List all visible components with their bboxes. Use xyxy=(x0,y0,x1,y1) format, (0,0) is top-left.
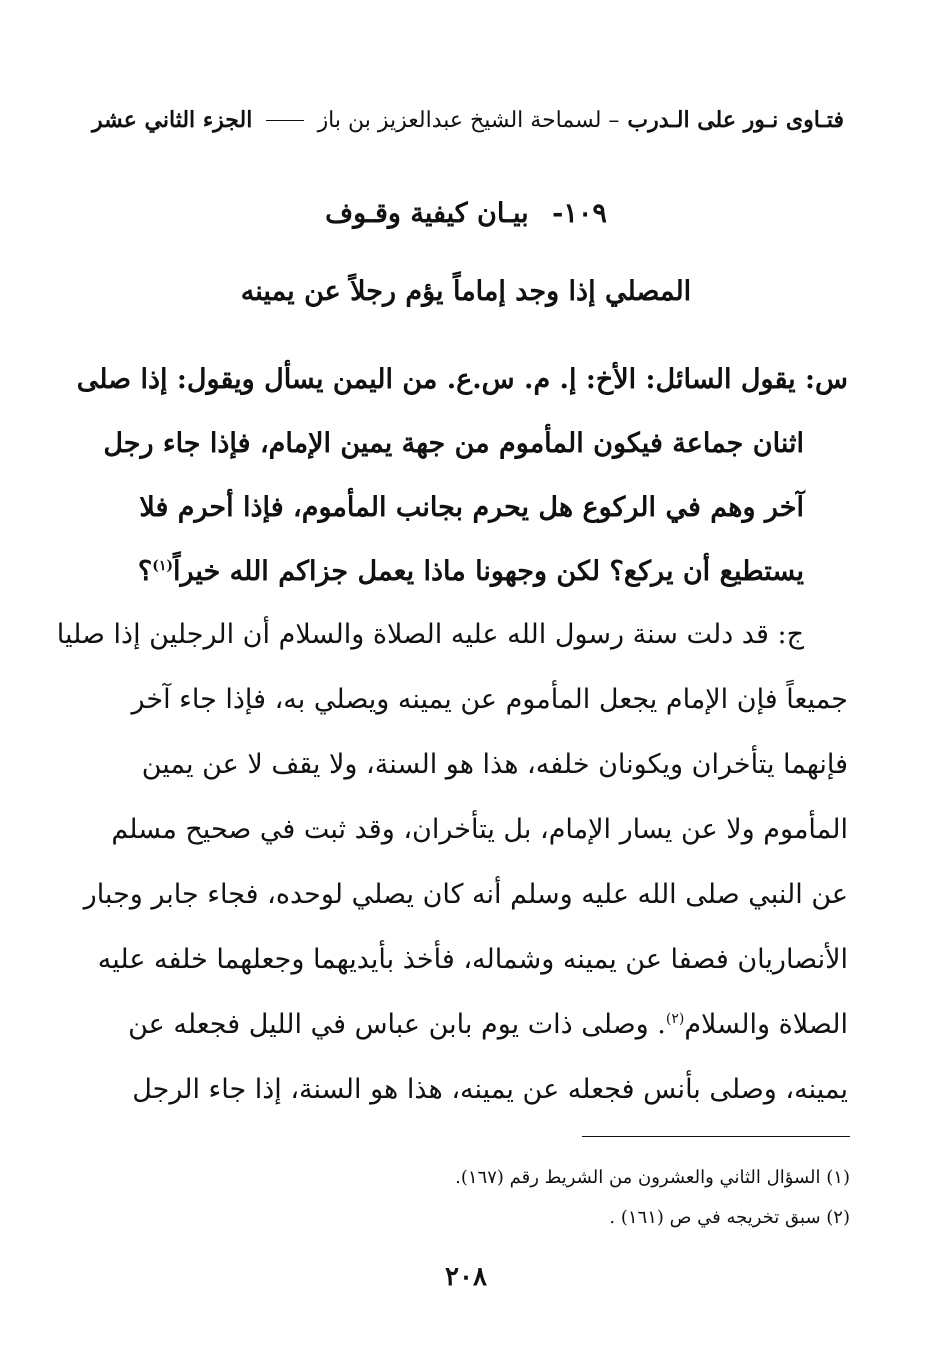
footnote-2: (٢) سبق تخريجه في ص (١٦١) . xyxy=(609,1207,850,1228)
book-title: فتـاوى نـور على الـدرب xyxy=(627,107,844,133)
question-line: اثنان جماعة فيكون المأموم من جهة يمين الإمام، فإذا جاء رجل xyxy=(103,428,804,459)
part-label: الجزء الثاني عشر xyxy=(92,107,253,133)
answer-line: الأنصاريان فصفا عن يمينه وشماله، فأخذ بأيديهما وجعلهما خلفه عليه xyxy=(97,944,848,975)
author-name: – لسماحة الشيخ عبدالعزيز بن باز xyxy=(317,107,620,133)
answer-paragraph xyxy=(56,602,848,1122)
question-line: آخر وهم في الركوع هل يحرم بجانب المأموم، فإذا أحرم فلا xyxy=(139,492,804,523)
question-mark: ؟ xyxy=(137,556,153,587)
running-header xyxy=(92,100,844,140)
section-title-line2: المصلي إذا وجد إماماً يؤم رجلاً عن يمينه xyxy=(240,276,692,307)
answer-line: فإنهما يتأخران ويكونان خلفه، هذا هو السنة، ولا يقف لا عن يمين xyxy=(141,749,848,780)
footnote-ref-2: (٢) xyxy=(665,1011,685,1027)
answer-line7-a: الصلاة والسلام xyxy=(684,1009,848,1040)
answer-line: يمينه، وصلى بأنس فجعله عن يمينه، هذا هو السنة، إذا جاء الرجل xyxy=(132,1074,848,1105)
answer-line xyxy=(80,992,848,1057)
question-line-last xyxy=(80,540,848,604)
footnotes xyxy=(80,1158,850,1238)
question-line-text: يستطيع أن يركع؟ لكن وجهونا ماذا يعمل جزاكم الله خيراً xyxy=(173,556,804,587)
answer-line7-b: . وصلى ذات يوم بابن عباس في الليل فجعله عن xyxy=(128,1009,666,1040)
answer-line: عن النبي صلى الله عليه وسلم أنه كان يصلي لوحده، فجاء جابر وجبار xyxy=(83,879,848,910)
answer-line: ج: قد دلت سنة رسول الله عليه الصلاة والسلام أن الرجلين إذا صليا xyxy=(56,619,804,650)
question-paragraph xyxy=(76,348,848,604)
section-title-line1: بيـان كيفية وقـوف xyxy=(325,198,529,229)
question-line: س: يقول السائل: الأخ: إ. م. س.ع. من اليمن يسأل ويقول: إذا صلى xyxy=(76,364,848,395)
answer-line: جميعاً فإن الإمام يجعل المأموم عن يمينه ويصلي به، فإذا جاء آخر xyxy=(131,684,848,715)
section-number: ١٠٩- xyxy=(552,198,607,229)
footnote-separator xyxy=(582,1136,850,1137)
header-rule xyxy=(266,120,303,121)
footnote-1: (١) السؤال الثاني والعشرون من الشريط رقم (١٦٧). xyxy=(455,1167,850,1188)
footnote-ref-1: (١) xyxy=(152,558,174,574)
section-title xyxy=(0,198,932,229)
page-number: ٢٠٨ xyxy=(445,1262,487,1292)
answer-line: المأموم ولا عن يسار الإمام، بل يتأخران، وقد ثبت في صحيح مسلم xyxy=(111,814,848,845)
